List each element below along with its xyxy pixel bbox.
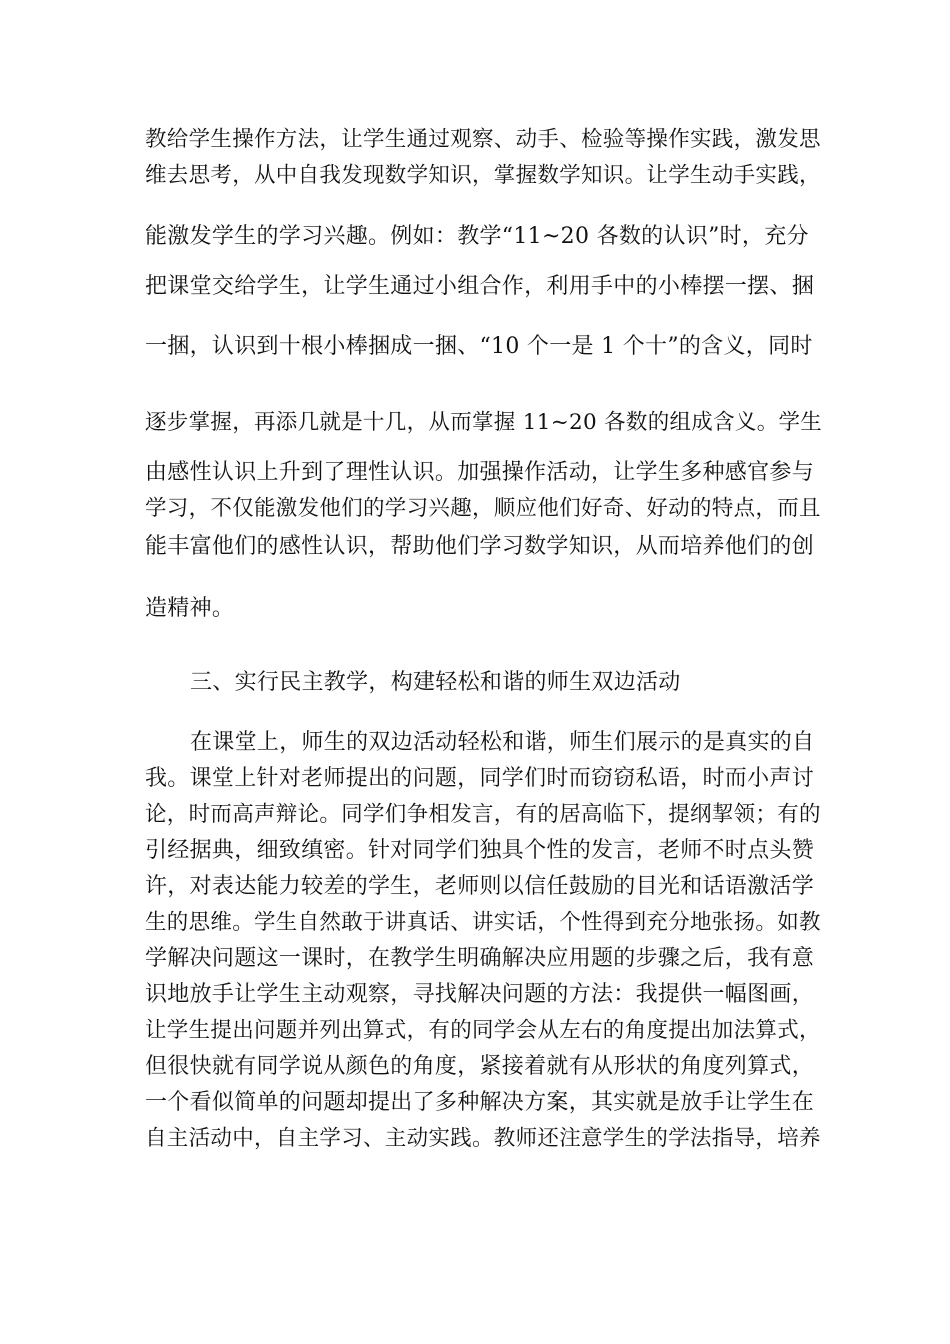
- text-line-5: 一捆，认识到十根小棒捆成一捆、“10 个一是 1 个十”的含义，同时: [145, 334, 813, 359]
- text-line-21: 但很快就有同学说从颜色的角度，紧接着就有从形状的角度列算式，: [145, 1054, 815, 1079]
- text-line-9: 能丰富他们的感性认识，帮助他们学习数学知识，从而培养他们的创: [145, 534, 815, 559]
- text-line-18: 学解决问题这一课时，在教学生明确解决应用题的步骤之后，我有意: [145, 946, 815, 971]
- text-line-17: 生的思维。学生自然敢于讲真话、讲实话，个性得到充分地张扬。如教: [145, 910, 821, 935]
- text-line-15: 引经据典，细致缜密。针对同学们独具个性的发言，老师不时点头赞: [145, 838, 815, 863]
- text-line-12: 在课堂上，师生的双边活动轻松和谐，师生们展示的是真实的自: [190, 730, 815, 755]
- section-heading: 三、实行民主教学，构建轻松和谐的师生双边活动: [190, 670, 681, 695]
- text-line-3: 能激发学生的学习兴趣。例如：教学“11~20 各数的认识”时，充分: [145, 224, 809, 249]
- text-line-10: 造精神。: [145, 596, 235, 621]
- text-line-4: 把课堂交给学生，让学生通过小组合作，利用手中的小棒摆一摆、捆: [145, 274, 815, 299]
- text-line-23: 自主活动中，自主学习、主动实践。教师还注意学生的学法指导，培养: [145, 1126, 821, 1151]
- text-line-14: 论，时而高声辩论。同学们争相发言，有的居高临下，提纲挈领；有的: [145, 802, 821, 827]
- text-line-2: 维去思考，从中自我发现数学知识，掌握数学知识。让学生动手实践，: [145, 163, 821, 188]
- text-line-19: 识地放手让学生主动观察，寻找解决问题的方法：我提供一幅图画，: [145, 982, 815, 1007]
- text-line-13: 我。课堂上针对老师提出的问题，同学们时而窃窃私语，时而小声讨: [145, 766, 815, 791]
- text-line-22: 一个看似简单的问题却提出了多种解决方案，其实就是放手让学生在: [145, 1090, 815, 1115]
- text-line-7: 由感性认识上升到了理性认识。加强操作活动，让学生多种感官参与: [145, 460, 815, 485]
- text-line-8: 学习，不仅能激发他们的学习兴趣，顺应他们好奇、好动的特点，而且: [145, 496, 821, 521]
- text-line-1: 教给学生操作方法，让学生通过观察、动手、检验等操作实践，激发思: [145, 127, 821, 152]
- text-line-16: 许，对表达能力较差的学生，老师则以信任鼓励的目光和话语激活学: [145, 874, 815, 899]
- text-line-6: 逐步掌握，再添几就是十几，从而掌握 11~20 各数的组成含义。学生: [145, 410, 823, 435]
- text-line-20: 让学生提出问题并列出算式，有的同学会从左右的角度提出加法算式，: [145, 1018, 821, 1043]
